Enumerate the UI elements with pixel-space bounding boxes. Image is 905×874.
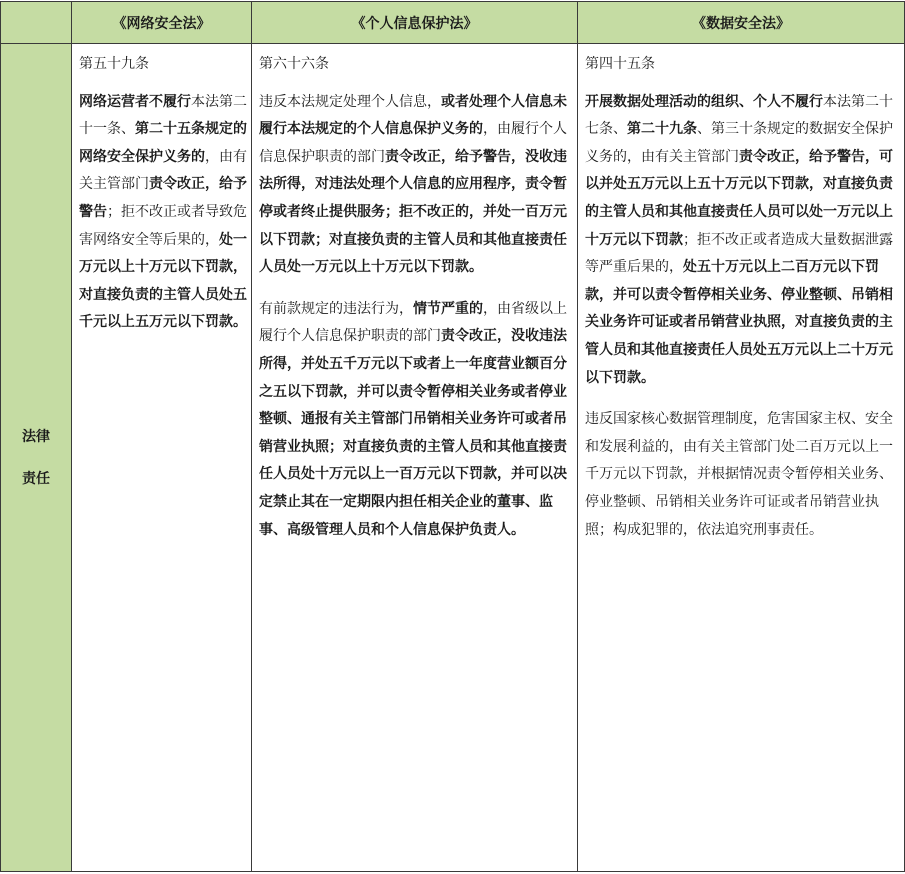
body-text: 有前款规定的违法行为，	[259, 300, 413, 317]
emphasized-text: 责令改正，给予警告，可以并处五万元以上五十万元以下罚款，对直接负责的主管人员和其他直接责任人员可以处一万元以上十万元以下罚款	[585, 148, 893, 248]
body-text: 违反本法规定处理个人信息，	[259, 93, 441, 110]
cell-data-security-law	[578, 44, 905, 872]
legal-liability-row	[1, 44, 905, 872]
header-data-security-law: 《数据安全法》	[578, 2, 905, 44]
cell-personal-information-protection-law	[252, 44, 578, 872]
emphasized-text: 责令改正，给予警告，没收违法所得，对违法处理个人信息的应用程序，责令暂停或者终止提供服务；拒不改正的，并处一百万元以下罚款；对直接负责的主管人员和其他直接责任人员处一万元以上十万元以下罚款。	[259, 148, 567, 276]
body-text: 本法第二十七条、	[585, 93, 893, 138]
header-personal-information-protection-law: 《个人信息保护法》	[252, 2, 578, 44]
body-text: ；拒不改正或者造成大量数据泄露等严重后果的，	[585, 231, 893, 276]
emphasized-text: 处五十万元以上二百万元以下罚款，并可以责令暂停相关业务、停业整顿、吊销相关业务许可证或者吊销营业执照，对直接负责的主管人员和其他直接责任人员处五万元以上二十万元以下罚款。	[585, 259, 893, 386]
emphasized-text: 第二十五条规定的网络安全保护义务的	[79, 121, 247, 165]
body-text: 、第三十条规定的数据安全保护义务的，由有关主管部门	[585, 121, 893, 165]
body-text: ，由履行个人信息保护职责的部门	[259, 121, 567, 165]
body-text: 违反国家核心数据管理制度，危害国家主权、安全和发展利益的，由有关主管部门处二百万元以上一千万元以下罚款，并根据情况责令暂停相关业务、停业整顿、吊销相关业务许可证或者吊销营业执照；构成犯罪的，依法追究刑事责任。	[585, 411, 893, 538]
article-number: 第六十六条	[259, 56, 329, 72]
article-number: 第四十五条	[585, 56, 655, 72]
article-paragraph	[585, 406, 900, 544]
emphasized-text: 处一万元以上十万元以下罚款，对直接负责的主管人员处五千元以上五万元以下罚款。	[79, 231, 247, 331]
law-comparison-table	[0, 1, 905, 872]
emphasized-text: 第二十九条	[627, 121, 697, 138]
article-paragraph	[259, 296, 573, 544]
corner-cell	[1, 2, 72, 44]
emphasized-text: 开展数据处理活动的组织、个人不履行	[585, 93, 823, 110]
body-text: ，由有关主管部门	[79, 148, 247, 193]
article-paragraph	[259, 89, 573, 282]
emphasized-text: 责令改正，没收违法所得，并处五千万元以下或者上一年度营业额百分之五以下罚款，并可以责令暂停相关业务或者停业整顿、通报有关主管部门吊销相关业务许可或者吊销营业执照；对直接负责的主管人员和其他直接责任人员处十万元以上一百万元以下罚款，并可以决定禁止其在一定期限内担任相关企业的董事、监事、高级管理人员和个人信息保护负责人。	[259, 328, 567, 538]
header-row	[1, 2, 905, 44]
emphasized-text: 或者处理个人信息未履行本法规定的个人信息保护义务的	[259, 93, 567, 138]
article-paragraph	[79, 89, 247, 337]
body-text: 本法第二十一条、	[79, 93, 247, 138]
article-number: 第五十九条	[79, 56, 149, 72]
emphasized-text: 责令改正，给予警告	[79, 176, 247, 220]
cell-cybersecurity-law	[72, 44, 252, 872]
emphasized-text: 网络运营者不履行	[79, 93, 191, 110]
row-label-text: 法律责任	[22, 428, 50, 487]
emphasized-text: 情节严重的	[413, 300, 483, 317]
body-text: ；拒不改正或者导致危害网络安全等后果的，	[79, 203, 247, 248]
header-cybersecurity-law: 《网络安全法》	[72, 2, 252, 44]
article-paragraph	[585, 89, 900, 393]
row-label-legal-liability	[1, 44, 72, 872]
body-text: ，由省级以上履行个人信息保护职责的部门	[259, 300, 567, 345]
